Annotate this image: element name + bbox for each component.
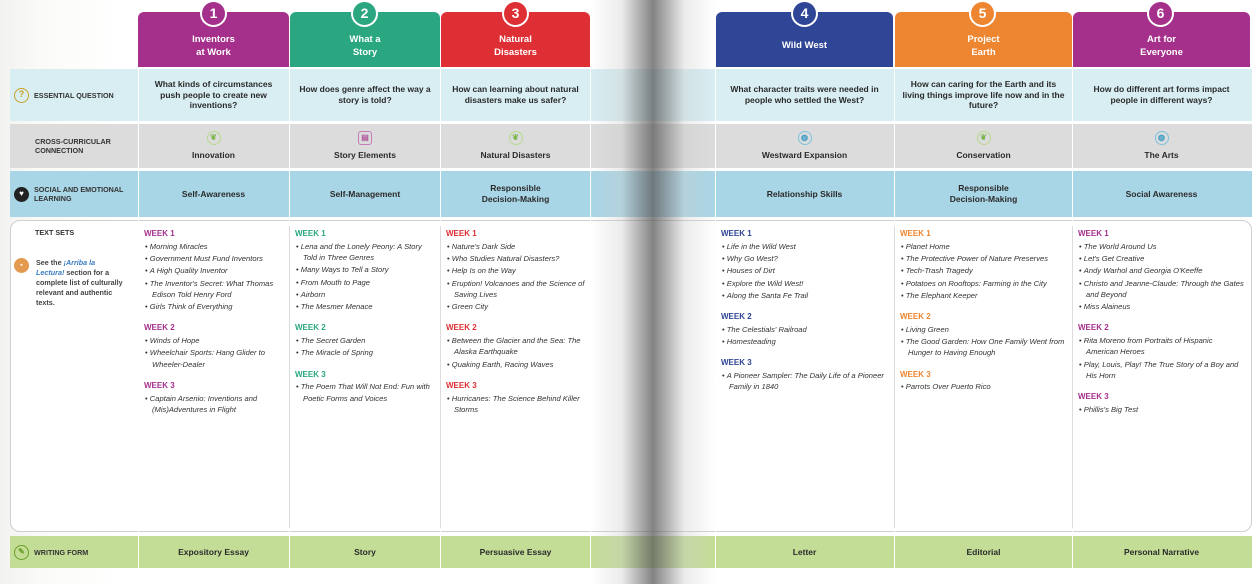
- unit-3-sel: Responsible Decision-Making: [481, 183, 550, 204]
- unit-4-cross-curricular: ◍ Westward Expansion: [761, 133, 848, 161]
- row-label-essential-question: ? ESSENTIAL QUESTION: [14, 82, 136, 108]
- week-heading: WEEK 2: [144, 323, 175, 333]
- leaf-icon: ❦: [207, 131, 221, 145]
- unit-2-text-sets: [295, 228, 437, 405]
- unit-5-number-badge: 5: [969, 0, 996, 27]
- text-set-title: • Who Studies Natural Disasters?: [446, 253, 586, 264]
- text-set-title: • Play, Louis, Play! The True Story of a Boy and His Horn: [1078, 359, 1246, 381]
- text-set-title: • Explore the Wild West!: [721, 278, 889, 289]
- text-set-title: • The Protective Power of Nature Preserves: [900, 253, 1068, 264]
- unit-6-sel: Social Awareness: [1125, 188, 1198, 199]
- unit-3-text-sets: [446, 228, 586, 416]
- text-set-title: • Phillis's Big Test: [1078, 404, 1246, 415]
- unit-5-header: Project Earth: [895, 12, 1072, 67]
- text-set-title: • The Celestials' Railroad: [721, 324, 889, 335]
- unit-5-writing-form: Editorial: [966, 546, 1001, 557]
- unit-1-number-badge: 1: [200, 0, 227, 27]
- unit-4-writing-form: Letter: [792, 546, 817, 557]
- text-set-title: • The Good Garden: How One Family Went from Hunger to Having Enough: [900, 336, 1068, 358]
- text-set-title: • Hurricanes: The Science Behind Killer Storms: [446, 393, 586, 415]
- week-heading: WEEK 2: [1078, 323, 1109, 333]
- text-set-title: • Captain Arsenio: Inventions and (Mis)Adventures in Flight: [144, 393, 286, 415]
- week-heading: WEEK 3: [446, 380, 477, 390]
- unit-3-cross-curricular: ❦ Natural Disasters: [480, 133, 551, 161]
- text-set-title: • Nature's Dark Side: [446, 241, 586, 252]
- text-set-title: • A Pioneer Sampler: The Daily Life of a Pioneer Family in 1840: [721, 370, 889, 392]
- text-set-title: • Tech-Trash Tragedy: [900, 265, 1068, 276]
- text-sets-note: See the ¡Arriba la Lectura! section for a complete list of culturally relevant and authentic texts.: [36, 258, 123, 308]
- text-set-title: • Homesteading: [721, 336, 889, 347]
- unit-2-writing-form: Story: [354, 546, 376, 557]
- text-set-title: • From Mouth to Page: [295, 277, 437, 288]
- row-label-cross-curricular: CROSS-CURRICULAR CONNECTION: [35, 137, 111, 155]
- unit-3-header: Natural Disasters: [441, 12, 590, 67]
- text-set-title: • Along the Santa Fe Trail: [721, 290, 889, 301]
- week-heading: WEEK 3: [295, 369, 326, 379]
- row-label-writing-form: ✎ WRITING FORM: [14, 544, 136, 560]
- unit-3-writing-form: Persuasive Essay: [479, 546, 552, 557]
- week-heading: WEEK 3: [144, 380, 175, 390]
- week-heading: WEEK 3: [900, 369, 931, 379]
- week-heading: WEEK 1: [446, 229, 477, 238]
- week-heading: WEEK 2: [295, 323, 326, 333]
- book-icon: ▪: [14, 258, 29, 273]
- unit-4-text-sets: [721, 228, 889, 394]
- text-set-title: • The Elephant Keeper: [900, 290, 1068, 301]
- text-column-divider: [440, 226, 441, 528]
- text-set-title: • The Miracle of Spring: [295, 347, 437, 358]
- text-set-title: • Living Green: [900, 324, 1068, 335]
- text-column-divider: [894, 226, 895, 528]
- column-separator: [590, 69, 591, 569]
- text-set-title: • The World Around Us: [1078, 241, 1246, 252]
- unit-5-cross-curricular: ❦ Conservation: [956, 133, 1011, 161]
- week-heading: WEEK 1: [144, 229, 175, 238]
- unit-4-essential-question: What character traits were needed in people who settled the West?: [730, 84, 879, 105]
- unit-1-essential-question: What kinds of circumstances push people to create new inventions?: [154, 79, 273, 111]
- row-label-text-sets: TEXT SETS: [35, 227, 75, 237]
- week-heading: WEEK 3: [721, 358, 752, 368]
- unit-6-header: Art for Everyone: [1073, 12, 1250, 67]
- text-set-title: • Help Is on the Way: [446, 265, 586, 276]
- unit-1-header: Inventors at Work: [138, 12, 289, 67]
- text-set-title: • Potatoes on Rooftops: Farming in the City: [900, 278, 1068, 289]
- text-set-title: • Let's Get Creative: [1078, 253, 1246, 264]
- unit-1-cross-curricular: ❦ Innovation: [192, 133, 235, 161]
- text-set-title: • The Secret Garden: [295, 335, 437, 346]
- week-heading: WEEK 2: [446, 323, 477, 333]
- text-set-title: • Planet Home: [900, 241, 1068, 252]
- text-set-title: • Christo and Jeanne-Claude: Through the Gates and Beyond: [1078, 278, 1246, 300]
- unit-3-number-badge: 3: [502, 0, 529, 27]
- question-icon: ?: [14, 88, 29, 103]
- text-set-title: • Government Must Fund Inventors: [144, 253, 286, 264]
- unit-1-sel: Self-Awareness: [181, 188, 246, 199]
- text-column-divider: [1072, 226, 1073, 528]
- leaf-icon: ❦: [977, 131, 991, 145]
- pencil-icon: ✎: [14, 545, 29, 560]
- unit-4-sel: Relationship Skills: [766, 188, 843, 199]
- week-heading: WEEK 1: [900, 229, 931, 238]
- text-set-title: • Many Ways to Tell a Story: [295, 264, 437, 275]
- book-icon: ▤: [358, 131, 372, 145]
- week-heading: WEEK 1: [295, 229, 326, 238]
- text-set-title: • Wheelchair Sports: Hang Glider to Wheeler-Dealer: [144, 347, 286, 369]
- text-set-title: • The Inventor's Secret: What Thomas Edison Told Henry Ford: [144, 278, 286, 300]
- heart-icon: ♥: [14, 187, 29, 202]
- unit-6-text-sets: [1078, 228, 1246, 416]
- unit-1-text-sets: [144, 228, 286, 416]
- text-set-title: • Between the Glacier and the Sea: The Alaska Earthquake: [446, 335, 586, 357]
- text-set-title: • Andy Warhol and Georgia O'Keeffe: [1078, 265, 1246, 276]
- week-heading: WEEK 1: [721, 229, 752, 238]
- text-set-title: • Why Go West?: [721, 253, 889, 264]
- text-set-title: • Parrots Over Puerto Rico: [900, 381, 1068, 392]
- globe-icon: ◍: [798, 131, 812, 145]
- text-set-title: • Morning Miracles: [144, 241, 286, 252]
- text-set-title: • The Poem That Will Not End: Fun with Poetic Forms and Voices: [295, 381, 437, 403]
- unit-2-cross-curricular: ▤ Story Elements: [334, 133, 396, 161]
- unit-3-essential-question: How can learning about natural disasters make us safer?: [452, 84, 579, 105]
- leaf-icon: ❦: [509, 131, 523, 145]
- unit-5-sel: Responsible Decision-Making: [949, 183, 1018, 204]
- text-set-title: • Airborn: [295, 289, 437, 300]
- unit-4-header: Wild West: [716, 12, 893, 67]
- unit-2-essential-question: How does genre affect the way a story is told?: [299, 84, 431, 105]
- unit-6-essential-question: How do different art forms impact people in different ways?: [1093, 84, 1230, 105]
- text-set-title: • Quaking Earth, Racing Waves: [446, 359, 586, 370]
- week-heading: WEEK 1: [1078, 229, 1109, 238]
- unit-1-writing-form: Expository Essay: [178, 546, 249, 557]
- week-heading: WEEK 2: [721, 312, 752, 321]
- text-set-title: • Houses of Dirt: [721, 265, 889, 276]
- week-heading: WEEK 2: [900, 312, 931, 321]
- unit-6-cross-curricular: ◍ The Arts: [1144, 133, 1179, 161]
- text-set-title: • Girls Think of Everything: [144, 301, 286, 312]
- text-set-title: • Green City: [446, 301, 586, 312]
- unit-6-writing-form: Personal Narrative: [1123, 546, 1200, 557]
- text-column-divider: [289, 226, 290, 528]
- text-set-title: • Eruption! Volcanoes and the Science of Saving Lives: [446, 278, 586, 300]
- globe-icon: ◍: [1155, 131, 1169, 145]
- unit-4-number-badge: 4: [791, 0, 818, 27]
- text-set-title: • A High Quality Inventor: [144, 265, 286, 276]
- row-label-sel: ♥ SOCIAL AND EMOTIONAL LEARNING: [14, 178, 136, 210]
- unit-6-number-badge: 6: [1147, 0, 1174, 27]
- text-set-title: • Life in the Wild West: [721, 241, 889, 252]
- unit-5-text-sets: [900, 228, 1068, 394]
- unit-2-sel: Self-Management: [329, 188, 401, 199]
- unit-2-number-badge: 2: [351, 0, 378, 27]
- text-set-title: • Rita Moreno from Portraits of Hispanic American Heroes: [1078, 335, 1246, 357]
- unit-5-essential-question: How can caring for the Earth and its living things improve life now and in the future?: [902, 79, 1065, 111]
- text-set-title: • The Mesmer Menace: [295, 301, 437, 312]
- text-set-title: • Lena and the Lonely Peony: A Story Told in Three Genres: [295, 241, 437, 263]
- week-heading: WEEK 3: [1078, 392, 1109, 401]
- text-set-title: • Miss Alaineus: [1078, 301, 1246, 312]
- text-set-title: • Winds of Hope: [144, 335, 286, 346]
- unit-2-header: What a Story: [290, 12, 440, 67]
